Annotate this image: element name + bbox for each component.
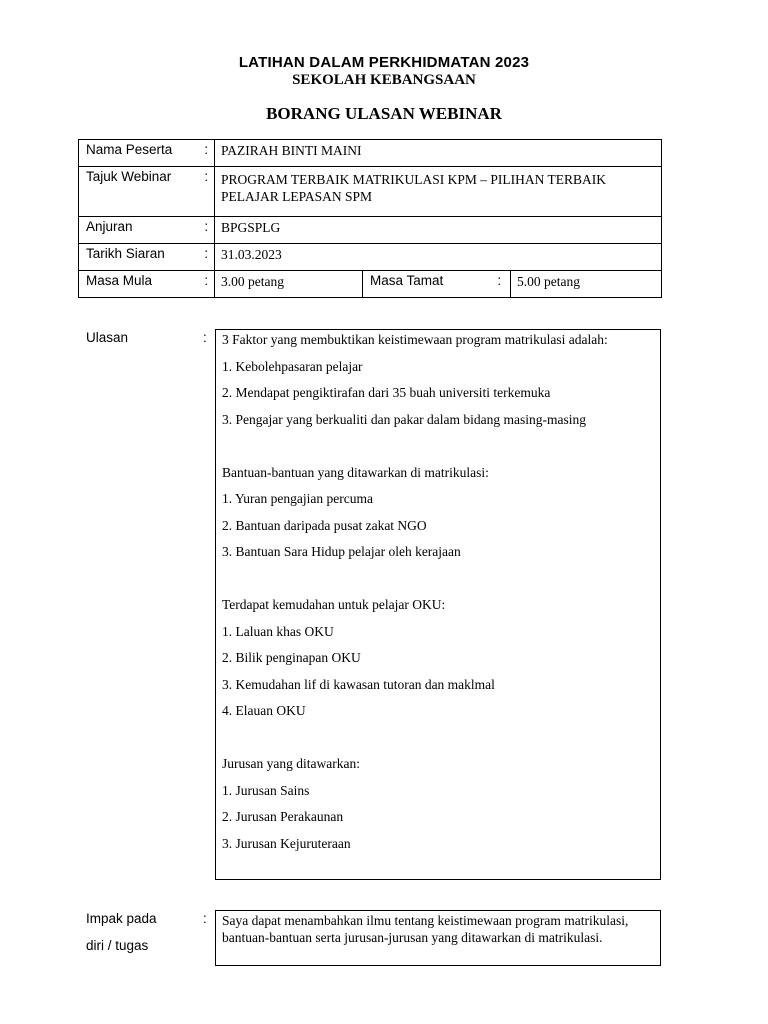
group-heading: 3 Faktor yang membuktikan keistimewaan program matrikulasi adalah: (222, 332, 608, 347)
nama-peserta-label: Nama Peserta (79, 140, 199, 167)
list-item: 4. Elauan OKU (222, 703, 306, 718)
row-tarikh-siaran (79, 244, 662, 271)
impak-box (215, 910, 661, 966)
group-heading: Jurusan yang ditawarkan: (222, 756, 360, 771)
colon: : (203, 911, 207, 926)
row-masa (79, 271, 662, 298)
participant-info-table (78, 139, 662, 298)
group-heading: Terdapat kemudahan untuk pelajar OKU: (222, 597, 446, 612)
masa-mula-value: 3.00 petang (215, 271, 363, 298)
group-heading: Bantuan-bantuan yang ditawarkan di matrikulasi: (222, 464, 489, 480)
list-item: 3. Jurusan Kejuruteraan (222, 835, 351, 851)
colon: : (199, 271, 215, 298)
impak-text: Saya dapat menambahkan ilmu tentang keistimewaan program matrikulasi, bantuan-bantuan serta jurusan-jurusan yang ditawarkan di matrikulasi. (222, 913, 629, 945)
impak-label-line2: diri / tugas (86, 938, 149, 953)
ulasan-label: Ulasan (86, 330, 129, 345)
row-anjuran (79, 217, 662, 244)
colon: : (203, 330, 207, 345)
anjuran-label: Anjuran (79, 217, 199, 244)
colon: : (199, 217, 215, 244)
nama-peserta-value: PAZIRAH BINTI MAINI (215, 140, 662, 167)
form-title: BORANG ULASAN WEBINAR (266, 104, 502, 123)
colon: : (199, 244, 215, 271)
list-item: 3. Kemudahan lif di kawasan tutoran dan maklmal (222, 676, 495, 692)
ulasan-group-1 (222, 331, 654, 428)
list-item: 1. Kebolehpasaran pelajar (222, 358, 363, 374)
list-item: 2. Mendapat pengiktirafan dari 35 buah universiti terkemuka (222, 385, 551, 400)
colon: : (489, 271, 511, 298)
ulasan-group-2 (222, 464, 654, 561)
tarikh-siaran-label: Tarikh Siaran (79, 244, 199, 271)
ulasan-group-3 (222, 596, 654, 719)
masa-tamat-label: Masa Tamat (363, 271, 489, 298)
colon: : (199, 140, 215, 167)
tajuk-webinar-value: PROGRAM TERBAIK MATRIKULASI KPM – PILIHAN TERBAIK PELAJAR LEPASAN SPM (215, 167, 662, 217)
row-nama-peserta (79, 140, 662, 167)
row-tajuk-webinar (79, 167, 662, 217)
list-item: 1. Jurusan Sains (222, 782, 310, 798)
impak-label-line1: Impak pada (86, 911, 157, 926)
document-title: LATIHAN DALAM PERKHIDMATAN 2023 (238, 54, 530, 71)
masa-tamat-value: 5.00 petang (511, 271, 662, 298)
list-item: 2. Bilik penginapan OKU (222, 650, 361, 665)
tajuk-webinar-label: Tajuk Webinar (79, 167, 199, 217)
ulasan-group-4 (222, 755, 654, 852)
list-item: 1. Laluan khas OKU (222, 623, 334, 639)
colon: : (199, 167, 215, 217)
list-item: 1. Yuran pengajian percuma (222, 491, 373, 506)
anjuran-value: BPGSPLG (215, 217, 662, 244)
list-item: 2. Bantuan daripada pusat zakat NGO (222, 517, 427, 533)
tarikh-siaran-value: 31.03.2023 (215, 244, 662, 271)
list-item: 3. Pengajar yang berkualiti dan pakar dalam bidang masing-masing (222, 411, 587, 427)
list-item: 3. Bantuan Sara Hidup pelajar oleh kerajaan (222, 544, 461, 559)
masa-mula-label: Masa Mula (79, 271, 199, 298)
ulasan-box (215, 329, 661, 880)
list-item: 2. Jurusan Perakaunan (222, 809, 344, 824)
school-name: SEKOLAH KEBANGSAAN (292, 72, 476, 88)
